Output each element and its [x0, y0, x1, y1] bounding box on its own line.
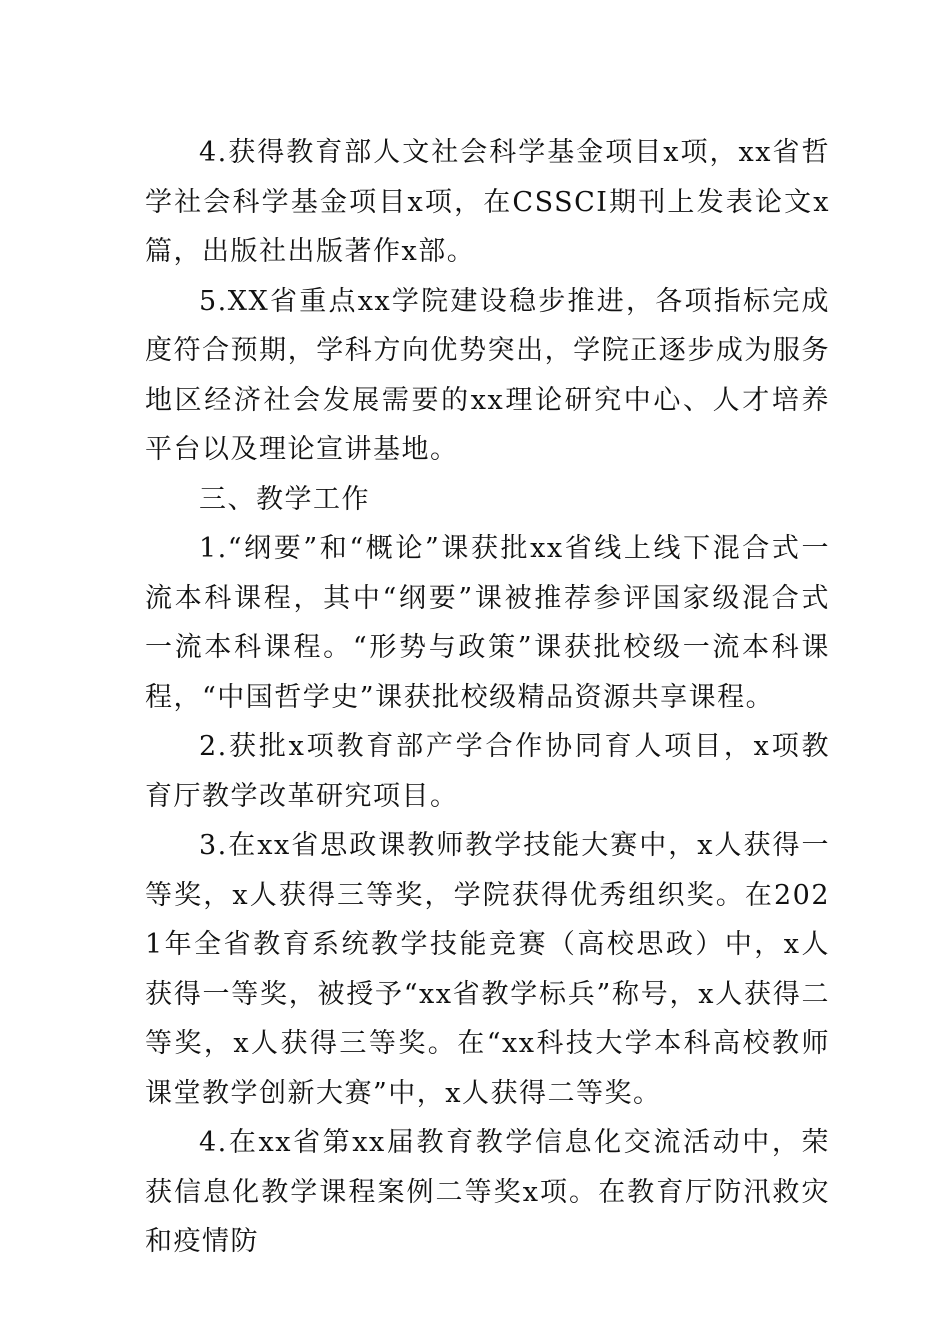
- paragraph-research-4: 4.获得教育部人文社会科学基金项目x项，xx省哲学社会科学基金项目x项，在CSSCI期刊上发表论文x篇，出版社出版著作x部。: [145, 137, 830, 267]
- paragraph-teaching-2: 2.获批x项教育部产学合作协同育人项目，x项教育厅教学改革研究项目。: [145, 731, 830, 812]
- paragraph-teaching-1: 1.“纲要”和“概论”课获批xx省线上线下混合式一流本科课程，其中“纲要”课被推荐参评国家级混合式一流本科课程。“形势与政策”课获批校级一流本科课程，“中国哲学史”课获批校级精品资源共享课程。: [145, 533, 830, 713]
- paragraph-teaching-4: 4.在xx省第xx届教育教学信息化交流活动中，荣获信息化教学课程案例二等奖x项。在教育厅防汛救灾和疫情防: [145, 1127, 830, 1257]
- paragraph-teaching-3: 3.在xx省思政课教师教学技能大赛中，x人获得一等奖，x人获得三等奖，学院获得优秀组织奖。在2021年全省教育系统教学技能竞赛（高校思政）中，x人获得一等奖，被授予“xx省教学标兵”称号，x人获得二等奖，x人获得三等奖。在“xx科技大学本科高校教师课堂教学创新大赛”中，x人获得二等奖。: [145, 830, 830, 1109]
- paragraph-research-5: 5.XX省重点xx学院建设稳步推进，各项指标完成度符合预期，学科方向优势突出，学院正逐步成为服务地区经济社会发展需要的xx理论研究中心、人才培养平台以及理论宣讲基地。: [145, 285, 830, 465]
- section-heading-teaching: 三、教学工作: [199, 483, 370, 515]
- document-body: [145, 128, 830, 1267]
